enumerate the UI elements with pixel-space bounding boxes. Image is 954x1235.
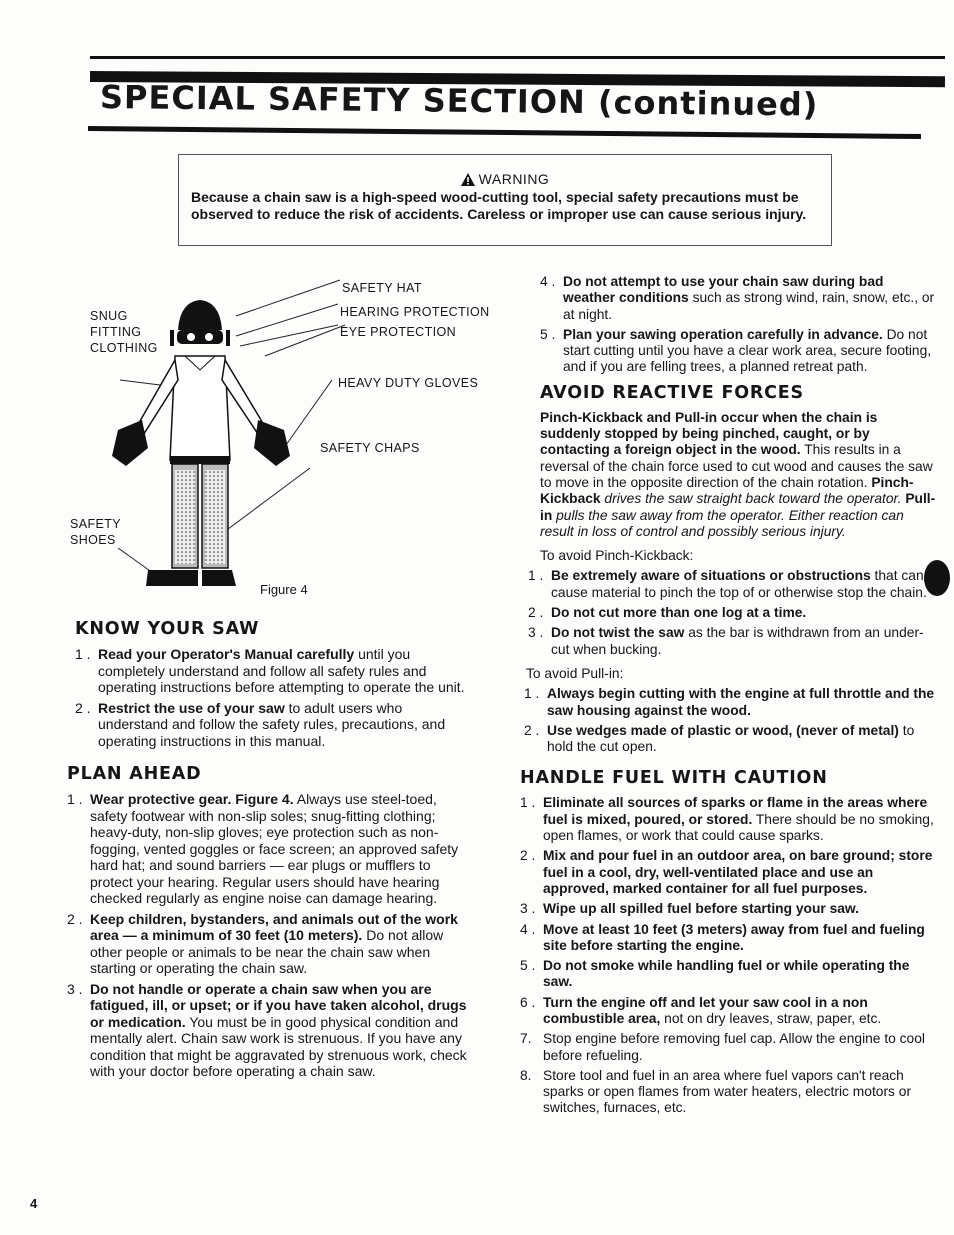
list-item: 5 . Do not smoke while handling fuel or while operating the saw. — [520, 958, 910, 990]
know-your-saw-heading: KNOW YOUR SAW — [75, 619, 260, 639]
pullin-list — [524, 686, 938, 755]
ear-muff-left — [170, 330, 174, 346]
reactive-forces-intro: Pinch-Kickback and Pull-in occur when the chain is suddenly stopped by being pinched, caught, or by contacting a foreign object in the wood. This results in a reversal of the chain force used to cut wood and causes the saw to move in the opposite direction of the chain rotation. Pinch-Kickback drives the saw straight back toward the operator. Pull-in pulls the saw away from the operator. Either reaction can result in loss of control and possibly serious injury. — [540, 409, 936, 539]
glove-right — [254, 420, 290, 466]
label-snug: SNUG — [90, 309, 128, 323]
pointer-line — [286, 380, 332, 445]
kickback-subheading: To avoid Pinch-Kickback: — [540, 548, 694, 564]
label-safety: SAFETY — [70, 517, 122, 531]
list-item: 3 . Do not twist the saw as the bar is withdrawn from an under-cut when bucking. — [528, 625, 924, 657]
know-your-saw-list — [75, 646, 475, 749]
figure-caption: Figure 4 — [260, 582, 308, 597]
left-column — [67, 618, 475, 1084]
glove-left — [112, 420, 148, 466]
warning-triangle-icon — [461, 173, 475, 186]
label-shoes: SHOES — [70, 533, 116, 547]
warning-heading-text: WARNING — [478, 171, 550, 187]
avoid-reactive-forces-heading: AVOID REACTIVE FORCES — [540, 382, 804, 403]
list-item: 1 . Be extremely aware of situations or obstructions that can cause material to pinch the top of or otherwise stop the chain. — [528, 568, 927, 600]
label-fitting: FITTING — [90, 325, 142, 339]
plan-ahead-heading: PLAN AHEAD — [67, 764, 202, 784]
pointer-line — [120, 380, 160, 385]
warning-heading — [179, 171, 831, 187]
list-item: 3 . Do not handle or operate a chain saw when you are fatigued, ill, or upset; or if you have taken alcohol, drugs or medication. You must be in good physical condition and mentally alert. Chain saw work is strenuous. If you have any condition that might be aggravated by strenuous work, check with your doctor before operating a chain saw. — [67, 980, 467, 1079]
ear-muff-right — [226, 330, 230, 346]
label-safety-chaps: SAFETY CHAPS — [320, 441, 420, 455]
header-rule-top — [90, 56, 945, 59]
pullin-subheading: To avoid Pull-in: — [526, 665, 624, 681]
page-number: 4 — [30, 1196, 38, 1211]
kickback-list — [528, 568, 938, 657]
list-item: 2 . Restrict the use of your saw to adult users who understand and follow the safety rules, precautions, and operating instructions in this manual. — [75, 699, 446, 749]
list-item: 2 . Do not cut more than one log at a time. — [528, 605, 807, 621]
plan-ahead-list-continued — [540, 274, 938, 376]
label-heavy-duty-gloves: HEAVY DUTY GLOVES — [338, 376, 479, 390]
page-title: SPECIAL SAFETY SECTION (continued) — [99, 78, 819, 124]
fuel-list — [520, 795, 938, 1116]
label-eye-protection: EYE PROTECTION — [340, 325, 457, 339]
pointer-line — [220, 468, 310, 535]
safety-hat-shape — [178, 300, 222, 330]
list-item: 1 . Wear protective gear. Figure 4. Always use steel-toed, safety footwear with non-slip soles; snug-fitting clothing; heavy-duty, non-slip gloves; eye protection such as non-fogging, vented goggles or face screen; an approved safety hard hat; and sound barriers — ear plugs or mufflers to protect your hearing. Regular users should have hearing checked regularly as engine noise can damage hearing. — [67, 791, 459, 906]
list-item: 4 . Do not attempt to use your chain saw during bad weather conditions such as strong wind, rain, snow, etc., or at night. — [540, 274, 935, 322]
plan-ahead-list — [67, 791, 475, 1080]
label-snug-fitting-clothing — [90, 308, 158, 356]
list-item: 8. Store tool and fuel in an area where fuel vapors can't reach sparks or open flames from water heaters, electric motors or switches, furnaces, etc. — [520, 1067, 912, 1116]
list-item: 1 . Eliminate all sources of sparks or flame in the areas where fuel is mixed, poured, or stored. There should be no smoking, open flames, or work that could cause sparks. — [520, 795, 934, 844]
list-item: 2 . Keep children, bystanders, and animals out of the work area — a minimum of 30 feet (10 meters). Do not allow other people or animals to be near the chain saw when starting or operating the chain saw. — [67, 910, 458, 976]
right-column — [520, 274, 938, 1121]
label-hearing-protection: HEARING PROTECTION — [340, 305, 490, 319]
goggles-shape — [177, 330, 223, 344]
pointer-line — [236, 280, 340, 316]
label-clothing: CLOTHING — [90, 341, 158, 355]
label-safety-hat: SAFETY HAT — [342, 281, 422, 295]
shoe-right — [202, 570, 236, 586]
list-item: 4 . Move at least 10 feet (3 meters) away from fuel and fueling site before starting the engine. — [520, 921, 925, 953]
list-item: 1 . Always begin cutting with the engine at full throttle and the saw housing against the wood. — [524, 686, 935, 718]
pointer-line — [240, 325, 338, 346]
pointer-line — [265, 325, 345, 356]
list-item: 6 . Turn the engine off and let your saw cool in a non combustible area, not on dry leaves, straw, paper, etc. — [520, 994, 882, 1026]
handle-fuel-heading: HANDLE FUEL WITH CAUTION — [520, 768, 828, 789]
torso-shape — [170, 356, 230, 460]
punch-hole-mark — [924, 560, 950, 596]
shoe-left — [146, 570, 198, 586]
pointer-line — [236, 304, 338, 336]
header-rule-bottom — [88, 126, 921, 139]
warning-box — [178, 154, 832, 246]
label-safety-shoes — [70, 516, 121, 548]
list-item: 7. Stop engine before removing fuel cap. Allow the engine to cool before refueling. — [520, 1031, 925, 1063]
list-item: 1 . Read your Operator's Manual carefully until you completely understand and follow all safety rules and operating instructions before attempting to operate the unit. — [75, 646, 465, 695]
list-item: 2 . Use wedges made of plastic or wood, (never of metal) to hold the cut open. — [524, 722, 915, 755]
list-item: 3 . Wipe up all spilled fuel before starting your saw. — [520, 901, 859, 917]
warning-body: Because a chain saw is a high-speed wood-cutting tool, special safety precautions must be observed to reduce the risk of accidents. Careless or improper use can cause serious injury. — [191, 189, 807, 222]
list-item: 5 . Plan your sawing operation carefully in advance. Do not start cutting until you have a clear work area, secure footing, and if you are felling trees, a planned retreat path. — [540, 326, 932, 375]
list-item: 2 . Mix and pour fuel in an outdoor area, on bare ground; store fuel in a cool, dry, well-ventilated place and use an approved, marked container for all fuel purposes. — [520, 848, 933, 896]
